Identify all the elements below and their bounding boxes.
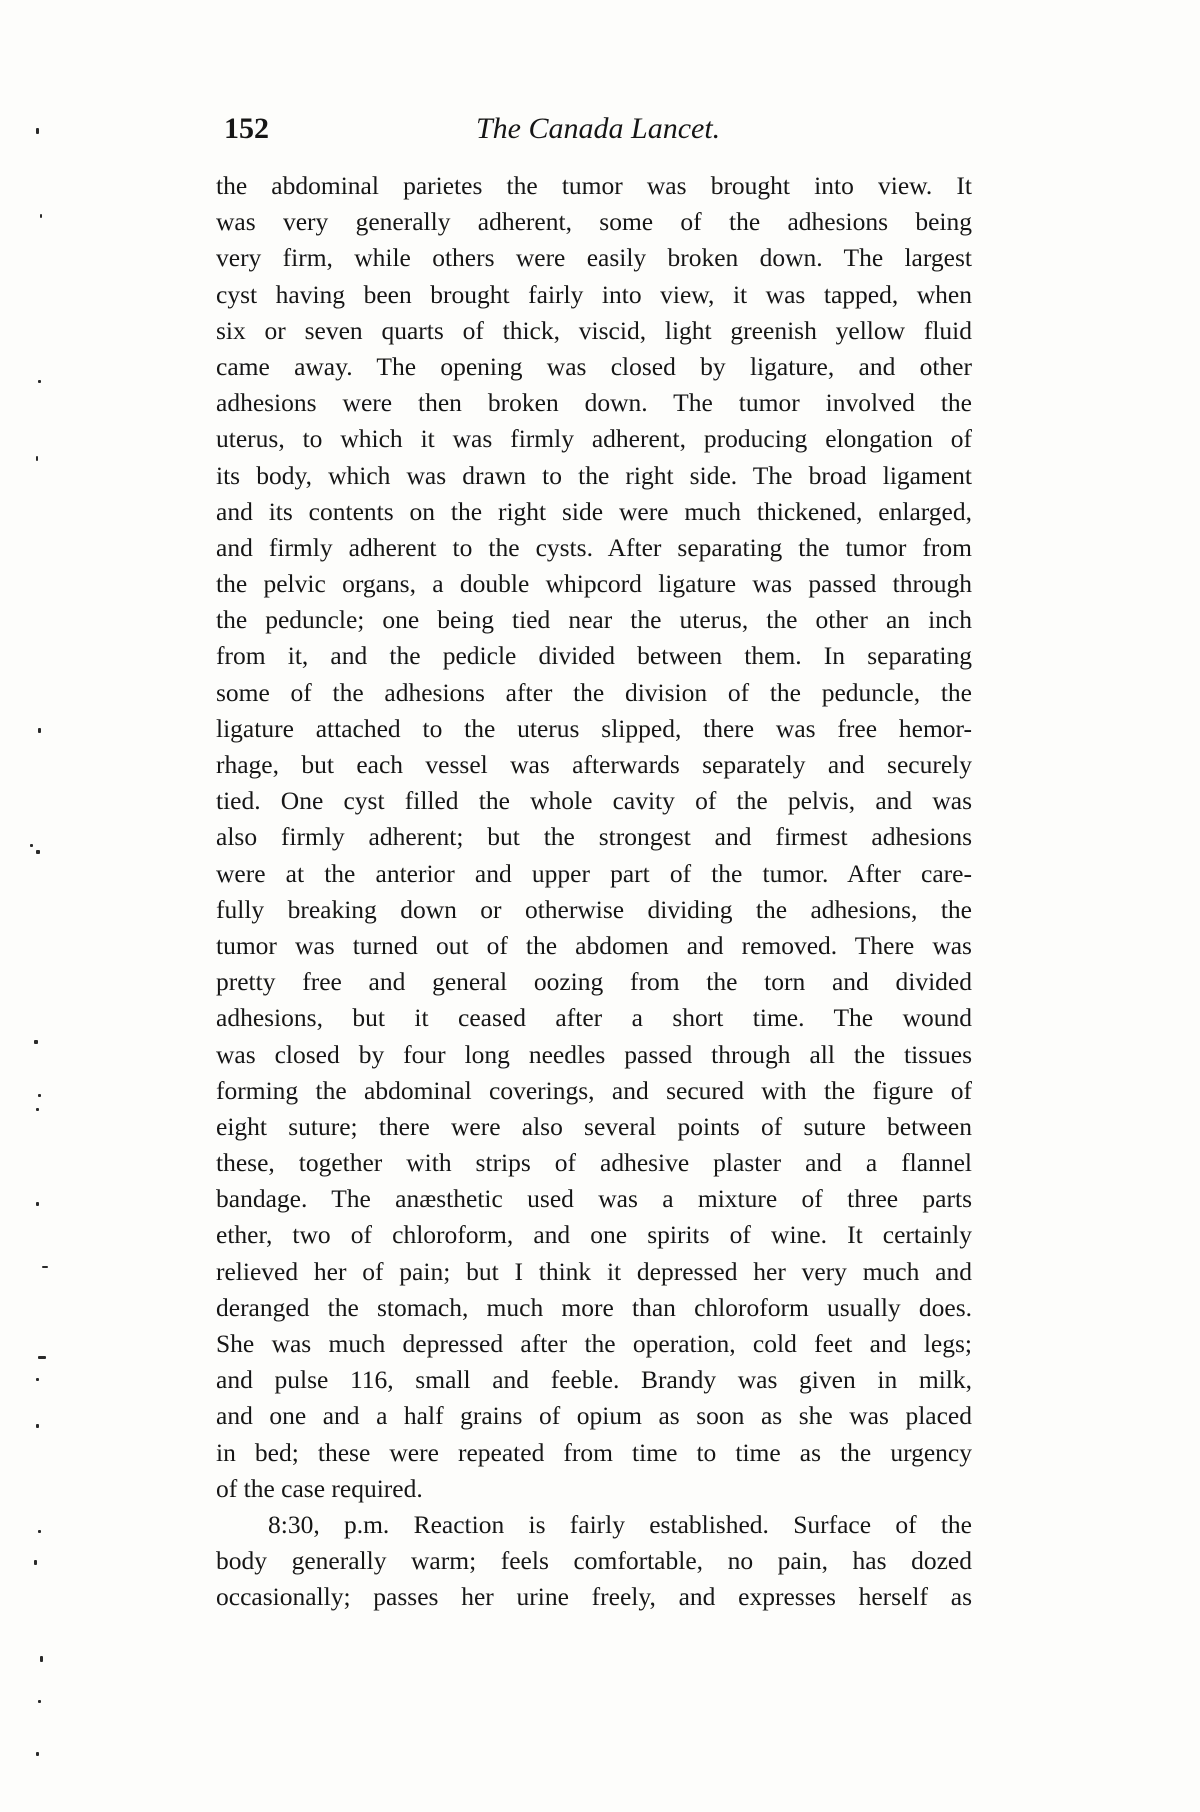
text-line: six or seven quarts of thick, viscid, light greenish yellow fluid [216,315,972,345]
text-line: deranged the stomach, much more than chloroform usually does. [216,1292,972,1322]
text-line: the abdominal parietes the tumor was brought into view. It [216,171,972,200]
text-line: pretty free and general oozing from the torn and divided [216,967,972,997]
text-line: its body, which was drawn to the right side. The broad ligament [216,460,972,490]
text-line: ligature attached to the uterus slipped, there was free hemor- [216,713,972,743]
text-line: very firm, while others were easily broken down. The largest [216,243,972,273]
text-line: was very generally adherent, some of the adhesions being [216,207,972,237]
running-title: The Canada Lancet. [476,112,721,145]
text-line: these, together with strips of adhesive plaster and a flannel [216,1148,972,1178]
text-line: She was much depressed after the operation, cold feet and legs; [216,1329,972,1358]
text-line: also firmly adherent; but the strongest and firmest adhesions [216,822,972,852]
text-line: the peduncle; one being tied near the uterus, the other an inch [216,605,972,635]
text-line: adhesions were then broken down. The tumor involved the [216,388,972,418]
text-line: tumor was turned out of the abdomen and removed. There was [216,930,972,960]
text-line: eight suture; there were also several points of suture between [216,1111,972,1141]
text-line: was closed by four long needles passed through all the tissues [216,1039,972,1069]
paragraph-end-line: of the case required. [216,1473,423,1503]
text-line: were at the anterior and upper part of the tumor. After care- [216,858,972,888]
body-text [216,168,972,1616]
scan-edge-specks [0,0,60,1812]
text-line: body generally warm; feels comfortable, no pain, has dozed [216,1546,972,1576]
text-line: rhage, but each vessel was afterwards separately and securely [216,750,972,779]
text-line: tied. One cyst filled the whole cavity of the pelvis, and was [216,786,972,816]
page-header [224,112,984,162]
text-line: bandage. The anæsthetic used was a mixture of three parts [216,1184,972,1214]
text-line: from it, and the pedicle divided between them. In separating [216,641,972,671]
text-line: the pelvic organs, a double whipcord ligature was passed through [216,569,972,599]
text-line: uterus, to which it was firmly adherent, producing elongation of [216,424,972,454]
text-line: in bed; these were repeated from time to time as the urgency [216,1437,972,1467]
page-number: 152 [224,112,269,145]
text-line: relieved her of pain; but I think it depressed her very much and [216,1256,972,1286]
paragraph-start-line: 8:30, p.m. Reaction is fairly established. Surface of the [268,1509,972,1539]
text-line: some of the adhesions after the division of the peduncle, the [216,677,972,707]
text-line: ether, two of chloroform, and one spirits of wine. It certainly [216,1220,972,1250]
text-line: came away. The opening was closed by ligature, and other [216,351,972,381]
text-line: and pulse 116, small and feeble. Brandy was given in milk, [216,1365,972,1395]
text-line: forming the abdominal coverings, and secured with the figure of [216,1075,972,1105]
text-line: fully breaking down or otherwise dividing the adhesions, the [216,894,972,924]
text-line: and one and a half grains of opium as soon as she was placed [216,1401,972,1431]
text-line: cyst having been brought fairly into view, it was tapped, when [216,279,972,309]
text-line: and its contents on the right side were much thickened, enlarged, [216,496,972,526]
text-line: occasionally; passes her urine freely, and expresses herself as [216,1582,972,1612]
text-line: and firmly adherent to the cysts. After separating the tumor from [216,532,972,562]
text-line: adhesions, but it ceased after a short time. The wound [216,1003,972,1033]
